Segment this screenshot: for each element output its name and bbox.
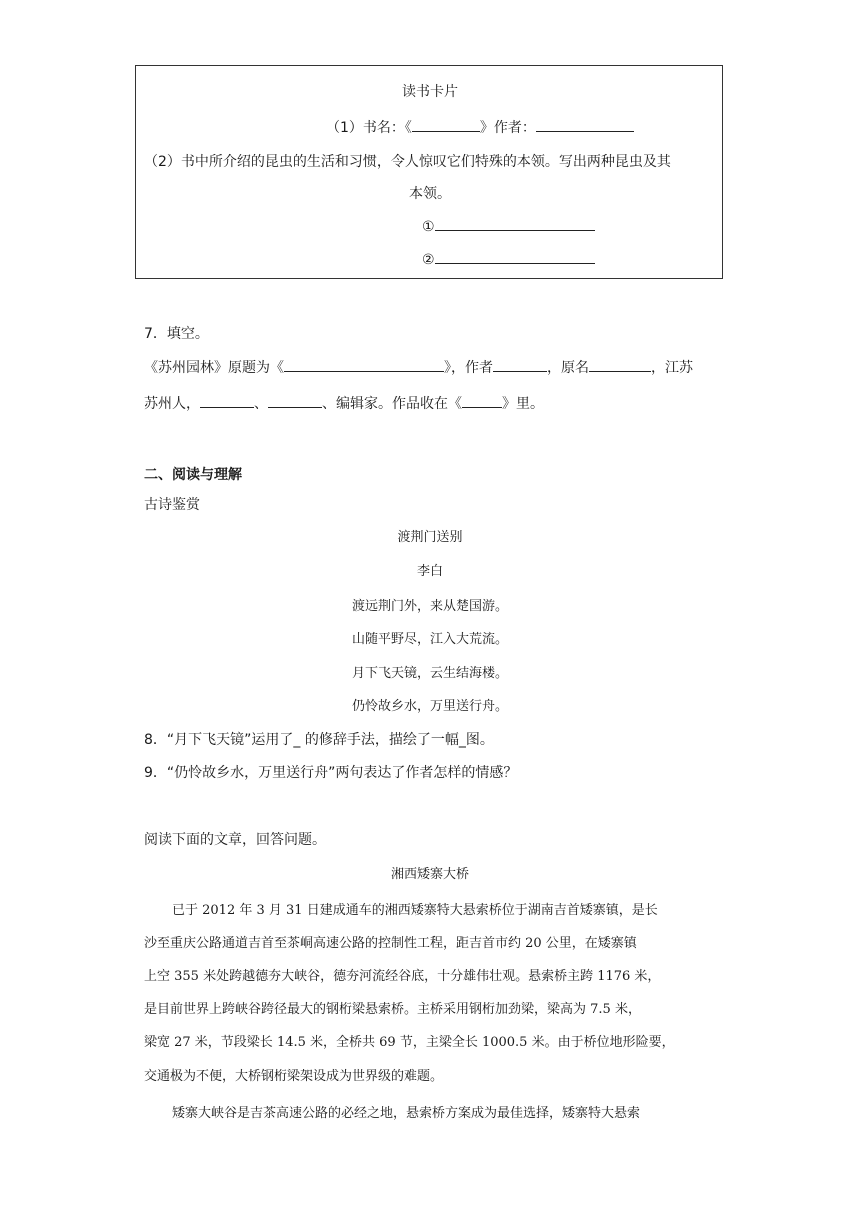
card-q2-line1: （2）书中所介绍的昆虫的生活和习惯，令人惊叹它们特殊的本领。写出两种昆虫及其 [144, 154, 671, 170]
poem-line: 渡远荆门外，来从楚国游。 [351, 599, 508, 614]
q7-text-g: 、编辑家。作品收在《 [322, 396, 462, 412]
poem-title: 渡荆门送别 [397, 530, 463, 545]
item2-marker: ② [422, 252, 435, 268]
q7-line2 [144, 393, 544, 413]
original-name-blank[interactable] [589, 357, 651, 372]
item1-blank[interactable] [435, 216, 595, 231]
q7-text-a: 《苏州园林》原题为《 [144, 360, 284, 376]
profession1-blank[interactable] [200, 393, 254, 408]
q7-text-b: 》，作者 [444, 360, 493, 376]
q7-text-e: 苏州人， [144, 396, 200, 412]
article-line: 上空 355 米处跨越德夯大峡谷，德夯河流经谷底，十分雄伟壮观。悬索桥主跨 1176 米， [144, 969, 661, 984]
q7-author-blank[interactable] [493, 357, 547, 372]
poem-line: 仍怜故乡水，万里送行舟。 [351, 699, 508, 714]
card-q1 [326, 117, 634, 137]
q7-text-c: ，原名 [547, 360, 589, 376]
card-q1-prefix: （1）书名：《 [326, 120, 412, 136]
q7-heading: 7．填空。 [144, 326, 209, 342]
profession2-blank[interactable] [268, 393, 322, 408]
article-line: 交通极为不便，大桥钢桁梁架设成为世界级的难题。 [144, 1069, 444, 1084]
item1-marker: ① [422, 219, 435, 235]
card-q1-mid: 》作者： [479, 120, 536, 136]
item2-blank[interactable] [435, 249, 595, 264]
card-item1 [422, 216, 595, 235]
article-line: 梁宽 27 米，节段梁长 14.5 米，全桥共 69 节，主梁全长 1000.5 米。由于桥位地形险要， [144, 1035, 675, 1050]
q8: 8．“月下飞天镜”运用了_ 的修辞手法，描绘了一幅_图。 [144, 732, 494, 748]
book-title-blank[interactable] [412, 117, 480, 132]
article-title: 湘西矮寨大桥 [390, 867, 469, 882]
article-line: 已于 2012 年 3 月 31 日建成通车的湘西矮寨特大悬索桥位于湖南吉首矮寨镇，是长 [172, 903, 658, 918]
q7-text-f: 、 [254, 396, 268, 412]
poem-author: 李白 [416, 564, 443, 579]
q9: 9．“仍怜故乡水，万里送行舟”两句表达了作者怎样的情感？ [144, 765, 518, 781]
card-item2 [422, 249, 595, 268]
card-q2-line2: 本领。 [409, 186, 451, 202]
poem-line: 山随平野尽，江入大荒流。 [351, 632, 508, 647]
author-blank[interactable] [536, 117, 634, 132]
q7-text-d: ，江苏 [651, 360, 693, 376]
section2-heading: 二、阅读与理解 [144, 467, 242, 483]
article-line: 是目前世界上跨峡谷跨径最大的钢桁梁悬索桥。主桥采用钢桁加劲梁，梁高为 7.5 米， [144, 1002, 641, 1017]
article-line: 矮寨大峡谷是吉茶高速公路的必经之地，悬索桥方案成为最佳选择，矮寨特大悬索 [172, 1106, 641, 1121]
poem-line: 月下飞天镜，云生结海楼。 [351, 666, 508, 681]
reading-intro: 阅读下面的文章，回答问题。 [144, 832, 326, 848]
collection-blank[interactable] [462, 393, 502, 408]
q7-text-h: 》里。 [502, 396, 544, 412]
q7-line1 [144, 357, 693, 377]
section2-sub: 古诗鉴赏 [144, 497, 200, 513]
original-title-blank[interactable] [284, 357, 444, 372]
card-title: 读书卡片 [402, 84, 458, 100]
article-line: 沙至重庆公路通道吉首至茶峒高速公路的控制性工程，距吉首市约 20 公里，在矮寨镇 [144, 936, 637, 951]
reading-card [135, 65, 723, 279]
